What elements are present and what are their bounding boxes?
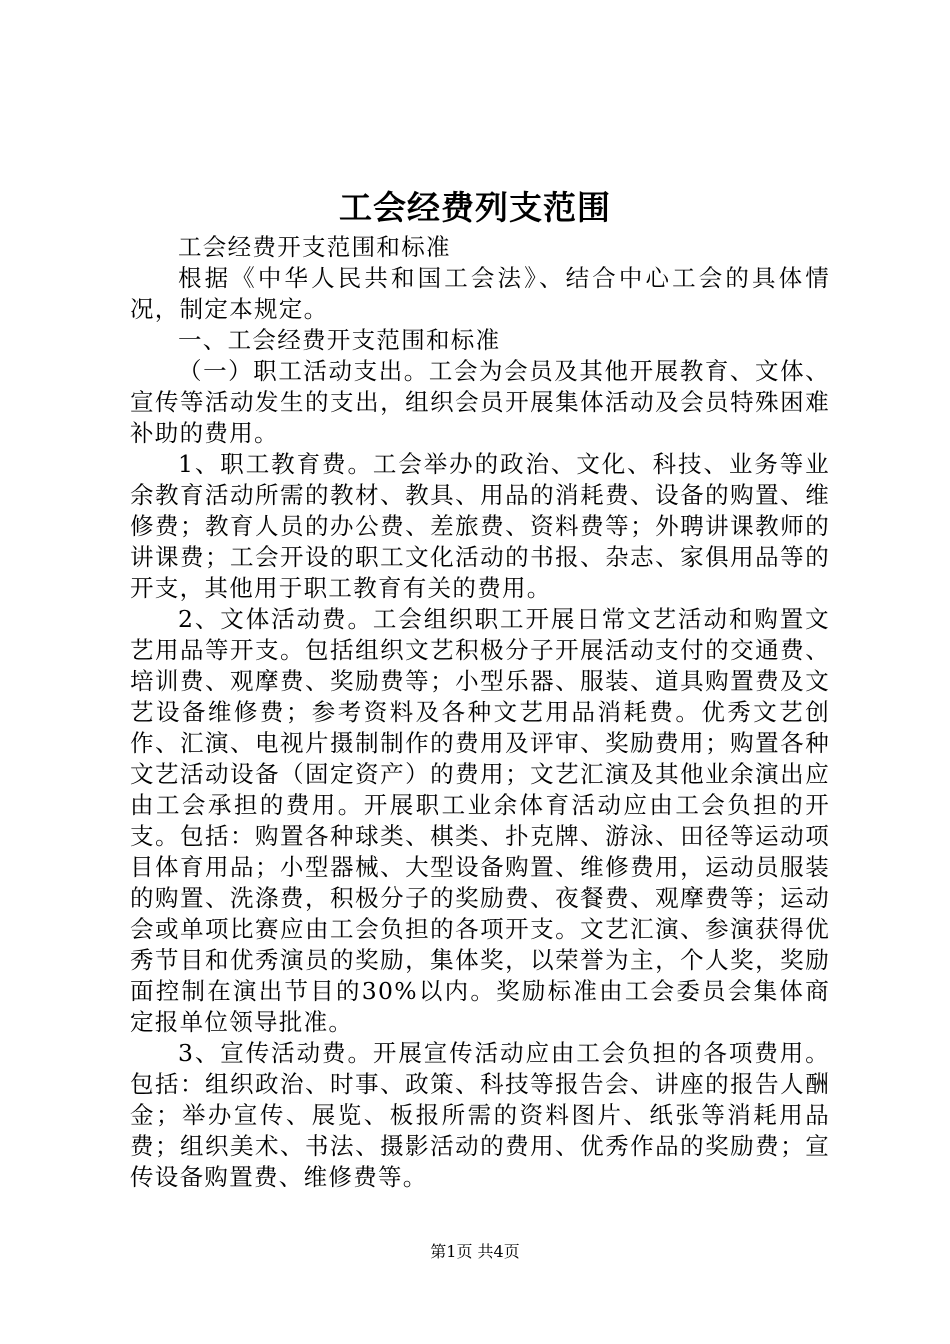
paragraph-subtitle: 工会经费开支范围和标准: [178, 233, 451, 261]
paragraph-publicity-fee: 3、宣传活动费。开展宣传活动应由工会负担的各项费用。包括：组织政治、时事、政策、科技等报告会、讲座的报告人酬金；举办宣传、展览、板报所需的资料图片、纸张等消耗用品费；组织美术、书法、摄影活动的费用、优秀作品的奖励费；宣传设备购置费、维修费等。: [130, 1039, 830, 1191]
paragraph-intro: 根据《中华人民共和国工会法》、结合中心工会的具体情况，制定本规定。: [130, 264, 830, 323]
page-number-footer: 第1页 共4页: [430, 1242, 520, 1261]
document-body: [130, 232, 830, 1193]
document-title: 工会经费列支范围: [339, 188, 611, 227]
paragraph-culture-sports-fee: 2、文体活动费。工会组织职工开展日常文艺活动和购置文艺用品等开支。包括组织文艺积极分子开展活动支付的交通费、培训费、观摩费、奖励费等；小型乐器、服装、道具购置费及文艺设备维修费；参考资料及各种文艺用品消耗费。优秀文艺创作、汇演、电视片摄制制作的费用及评审、奖励费用；购置各种文艺活动设备（固定资产）的费用；文艺汇演及其他业余演出应由工会承担的费用。开展职工业余体育活动应由工会负担的开支。包括：购置各种球类、棋类、扑克牌、游泳、田径等运动项目体育用品；小型器械、大型设备购置、维修费用，运动员服装的购置、洗涤费，积极分子的奖励费、夜餐费、观摩费等；运动会或单项比赛应由工会负担的各项开支。文艺汇演、参演获得优秀节目和优秀演员的奖励，集体奖，以荣誉为主，个人奖，奖励面控制在演出节目的30%以内。奖励标准由工会委员会集体商定报单位领导批准。: [130, 605, 830, 1036]
paragraph-staff-activity: （一）职工活动支出。工会为会员及其他开展教育、文体、宣传等活动发生的支出，组织会员开展集体活动及会员特殊困难补助的费用。: [130, 357, 830, 447]
paragraph-education-fee: 1、职工教育费。工会举办的政治、文化、科技、业务等业余教育活动所需的教材、教具、用品的消耗费、设备的购置、维修费；教育人员的办公费、差旅费、资料费等；外聘讲课教师的讲课费；工会开设的职工文化活动的书报、杂志、家俱用品等的开支，其他用于职工教育有关的费用。: [130, 450, 830, 602]
paragraph-section-heading: 一、工会经费开支范围和标准: [178, 326, 501, 354]
